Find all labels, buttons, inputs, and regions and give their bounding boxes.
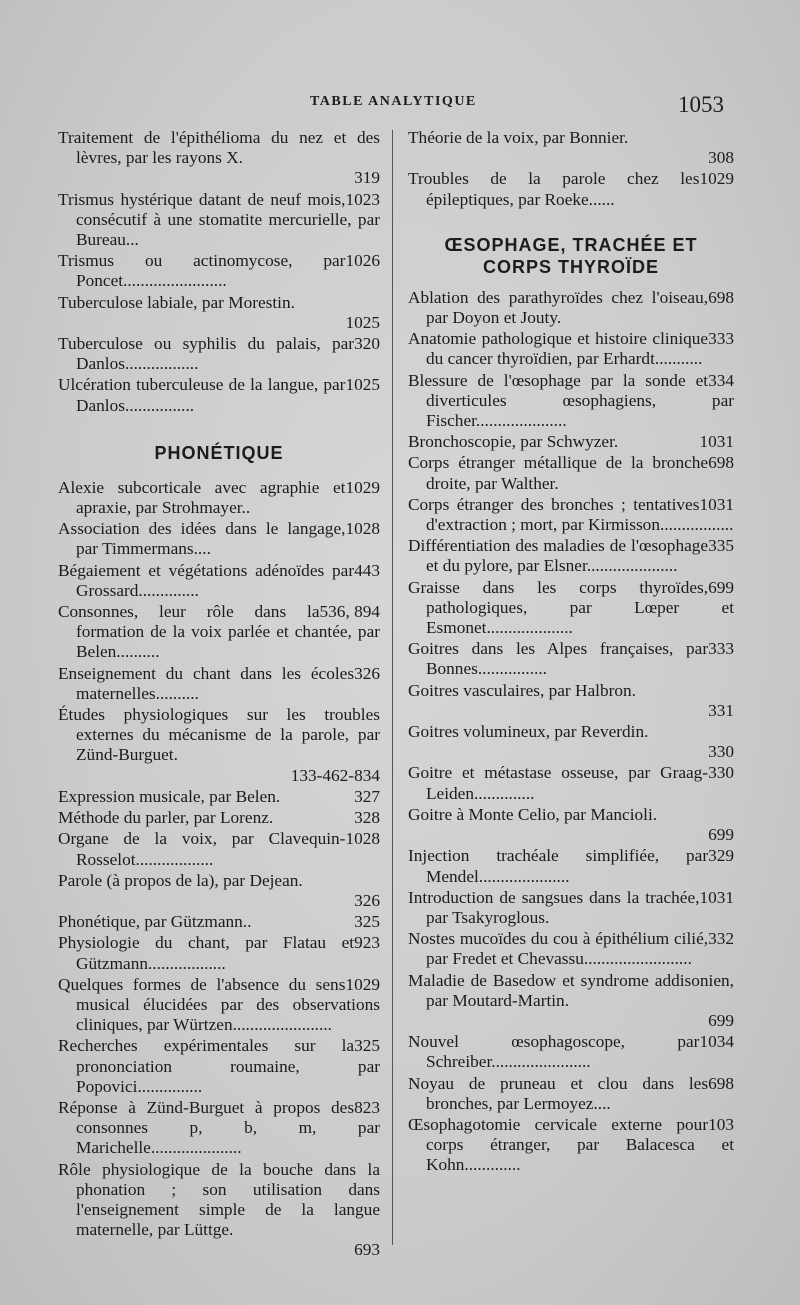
entry-page-ref: 325 xyxy=(354,912,380,932)
section-title-oesophage: ŒSOPHAGE, TRACHÉE ET CORPS THYROÏDE xyxy=(444,234,698,277)
entry-text: Quelques formes de l'absence du sens musical élucidées par des observations cliniques, par Würtzen....................... xyxy=(58,974,380,1035)
entry-text: Organe de la voix, par Clavequin-Rosselot.................. xyxy=(58,829,346,869)
index-entry xyxy=(408,763,734,803)
section-title-phonetique: PHONÉTIQUE xyxy=(154,442,284,463)
right-section-entries xyxy=(408,288,734,1176)
entry-text: Noyau de pruneau et clou dans les bronches, par Lermoyez.... xyxy=(408,1073,709,1113)
entry-text: Recherches expérimentales sur la prononciation roumaine, par Popovici............... xyxy=(58,1036,380,1096)
entry-page-ref: 330 xyxy=(708,742,734,762)
entry-text: Goitre et métastase osseuse, par Graag-Leiden.............. xyxy=(408,763,709,803)
index-entry xyxy=(408,578,734,639)
index-entry xyxy=(408,888,734,928)
entry-page-ref: 536, 894 xyxy=(319,602,380,622)
index-entry xyxy=(58,975,380,1036)
index-entry xyxy=(408,495,734,535)
index-entry xyxy=(58,829,380,869)
entry-page-ref: 328 xyxy=(354,808,380,828)
index-entry xyxy=(408,681,734,721)
entry-text: Maladie de Basedow et syndrome addisonien, par Moutard-Martin. xyxy=(408,970,734,1010)
running-header-title: TABLE ANALYTIQUE xyxy=(310,94,477,109)
entry-text: Tuberculose labiale, par Morestin. xyxy=(58,292,295,312)
index-entry xyxy=(408,453,734,493)
entry-text: Enseignement du chant dans les écoles maternelles.......... xyxy=(58,663,355,703)
entry-page-ref: 923 xyxy=(354,933,380,953)
entry-text: Nostes mucoïdes du cou à épithélium cilié, par Fredet et Chevassu......................... xyxy=(408,929,709,969)
entry-page-ref: 823 xyxy=(354,1097,380,1117)
index-entry xyxy=(408,371,734,432)
index-entry xyxy=(58,375,380,415)
index-entry xyxy=(58,128,380,189)
entry-text: Goitres volumineux, par Reverdin. xyxy=(408,722,649,742)
entry-page-ref: 1028 xyxy=(345,829,380,849)
entry-text: Goitre à Monte Celio, par Mancioli. xyxy=(408,804,658,824)
entry-page-ref: 326 xyxy=(354,663,380,683)
entry-page-ref: 698 xyxy=(708,1073,734,1093)
index-entry xyxy=(408,128,734,168)
entry-page-ref: 325 xyxy=(354,1036,380,1056)
index-entry xyxy=(58,933,380,973)
index-entry xyxy=(58,293,380,333)
index-entry xyxy=(58,664,380,704)
entry-page-ref: 443 xyxy=(354,560,380,580)
entry-page-ref: 335 xyxy=(708,536,734,556)
entry-text: Association des idées dans le langage, par Timmermans.... xyxy=(58,519,346,559)
entry-page-ref: 1023 xyxy=(345,189,380,209)
entry-page-ref: 330 xyxy=(708,763,734,783)
entry-text: Tuberculose ou syphilis du palais, par Danlos................. xyxy=(58,334,355,374)
entry-page-ref: 699 xyxy=(708,825,734,845)
index-entry xyxy=(408,639,734,679)
entry-text: Œsophagotomie cervicale externe pour corps étranger, par Balacesca et Kohn............. xyxy=(408,1114,734,1175)
entry-text: Goitres dans les Alpes françaises, par Bonnes................ xyxy=(408,639,709,679)
index-entry xyxy=(58,561,380,601)
entry-text: Réponse à Zünd-Burguet à propos des consonnes p, b, m, par Marichelle..................... xyxy=(58,1097,380,1158)
index-entry xyxy=(58,808,380,828)
index-entry xyxy=(408,329,734,369)
entry-page-ref: 332 xyxy=(708,929,734,949)
entry-text: Corps étranger des bronches ; tentatives d'extraction ; mort, par Kirmisson................. xyxy=(408,494,734,535)
entry-page-ref: 1026 xyxy=(345,251,380,271)
entry-page-ref: 1031 xyxy=(699,887,734,907)
entry-text: Bronchoscopie, par Schwyzer. xyxy=(408,432,619,452)
entry-page-ref: 1031 xyxy=(699,432,734,452)
index-entry xyxy=(408,1074,734,1114)
index-entry xyxy=(58,1160,380,1261)
entry-text: Graisse dans les corps thyroïdes, pathologiques, par Lœper et Esmonet.................... xyxy=(408,577,734,638)
entry-page-ref: 319 xyxy=(354,168,380,188)
entry-page-ref: 320 xyxy=(354,334,380,354)
entry-text: Corps étranger métallique de la bronche droite, par Walther. xyxy=(408,453,709,493)
entry-text: Bégaiement et végétations adénoïdes par Grossard.............. xyxy=(58,560,355,600)
entry-text: Anatomie pathologique et histoire clinique du cancer thyroïdien, par Erhardt........... xyxy=(408,329,709,369)
entry-page-ref: 103 xyxy=(708,1114,734,1134)
index-entry xyxy=(58,787,380,807)
index-entry xyxy=(58,519,380,559)
entry-page-ref: 333 xyxy=(708,329,734,349)
page-number: 1053 xyxy=(678,92,724,117)
index-entry xyxy=(58,190,380,251)
index-entry xyxy=(408,971,734,1032)
entry-text: Phonétique, par Gützmann.. xyxy=(58,912,252,932)
entry-text: Troubles de la parole chez les épileptiques, par Roeke...... xyxy=(408,169,700,209)
entry-page-ref: 698 xyxy=(708,453,734,473)
entry-text: Ablation des parathyroïdes chez l'oiseau, par Doyon et Jouty. xyxy=(408,287,709,328)
entry-text: Trismus ou actinomycose, par Poncet........................ xyxy=(58,251,346,291)
entry-page-ref: 327 xyxy=(354,786,380,806)
entry-text: Parole (à propos de la), par Dejean. xyxy=(58,870,303,890)
entry-page-ref: 308 xyxy=(708,148,734,168)
entry-page-ref: 1028 xyxy=(345,519,380,539)
entry-text: Rôle physiologique de la bouche dans la phonation ; son utilisation dans l'enseignement simple de la langue maternelle, par Lüttge. xyxy=(58,1159,380,1240)
index-entry xyxy=(58,478,380,518)
entry-text: Nouvel œsophagoscope, par Schreiber....................... xyxy=(408,1032,700,1072)
entry-page-ref: 334 xyxy=(708,370,734,390)
entry-text: Expression musicale, par Belen. xyxy=(58,786,281,806)
index-entry xyxy=(408,1032,734,1072)
entry-page-ref: 331 xyxy=(708,700,734,720)
left-section-entries xyxy=(58,478,380,1261)
right-top-entries xyxy=(408,128,734,210)
entry-page-ref: 1025 xyxy=(345,312,380,332)
entry-page-ref: 1031 xyxy=(699,494,734,514)
entry-text: Différentiation des maladies de l'œsophage et du pylore, par Elsner..................... xyxy=(408,536,709,576)
entry-page-ref: 326 xyxy=(354,890,380,910)
index-entry xyxy=(408,536,734,576)
index-entry xyxy=(58,912,380,932)
entry-text: Injection trachéale simplifiée, par Mendel..................... xyxy=(408,846,709,886)
index-entry xyxy=(408,929,734,969)
index-entry xyxy=(408,722,734,762)
entry-text: Ulcération tuberculeuse de la langue, par Danlos................ xyxy=(58,375,346,415)
entry-page-ref: 133-462-834 xyxy=(290,765,380,785)
index-entry xyxy=(408,169,734,209)
index-entry xyxy=(408,432,734,452)
entry-text: Méthode du parler, par Lorenz. xyxy=(58,808,274,828)
right-column xyxy=(408,128,734,1177)
left-top-entries xyxy=(58,128,380,416)
entry-text: Physiologie du chant, par Flatau et Gützmann.................. xyxy=(58,933,355,973)
index-entry xyxy=(58,334,380,374)
entry-text: Trismus hystérique datant de neuf mois, consécutif à une stomatite mercurielle, par Bureau... xyxy=(58,189,380,250)
index-entry xyxy=(58,251,380,291)
left-column xyxy=(58,128,380,1262)
entry-page-ref: 333 xyxy=(708,639,734,659)
index-entry xyxy=(408,288,734,328)
entry-text: Blessure de l'œsophage par la sonde et diverticules œsophagiens, par Fischer..................... xyxy=(408,370,734,431)
index-entry xyxy=(58,705,380,786)
entry-text: Goitres vasculaires, par Halbron. xyxy=(408,680,636,700)
entry-text: Introduction de sangsues dans la trachée, par Tsakyroglous. xyxy=(408,887,700,927)
entry-text: Études physiologiques sur les troubles externes du mécanisme de la parole, par Zünd-Burguet. xyxy=(58,705,380,765)
entry-text: Traitement de l'épithélioma du nez et des lèvres, par les rayons X. xyxy=(58,128,380,168)
entry-page-ref: 1029 xyxy=(345,974,380,994)
column-divider xyxy=(392,130,393,1245)
entry-text: Consonnes, leur rôle dans la formation de la voix parlée et chantée, par Belen.......... xyxy=(58,602,380,662)
index-entry xyxy=(58,1036,380,1097)
index-entry xyxy=(408,805,734,845)
entry-page-ref: 1025 xyxy=(345,375,380,395)
entry-text: Alexie subcorticale avec agraphie et apraxie, par Strohmayer.. xyxy=(58,477,346,518)
entry-page-ref: 693 xyxy=(354,1240,380,1260)
entry-page-ref: 699 xyxy=(708,1010,734,1030)
entry-page-ref: 1034 xyxy=(699,1032,734,1052)
entry-page-ref: 329 xyxy=(708,846,734,866)
index-entry xyxy=(408,846,734,886)
entry-text: Théorie de la voix, par Bonnier. xyxy=(408,128,629,147)
index-entry xyxy=(408,1115,734,1176)
index-entry xyxy=(58,1098,380,1159)
index-entry xyxy=(58,602,380,663)
entry-page-ref: 699 xyxy=(708,577,734,597)
entry-page-ref: 1029 xyxy=(345,477,380,497)
entry-page-ref: 698 xyxy=(708,287,734,307)
entry-page-ref: 1029 xyxy=(699,169,734,189)
index-entry xyxy=(58,871,380,911)
